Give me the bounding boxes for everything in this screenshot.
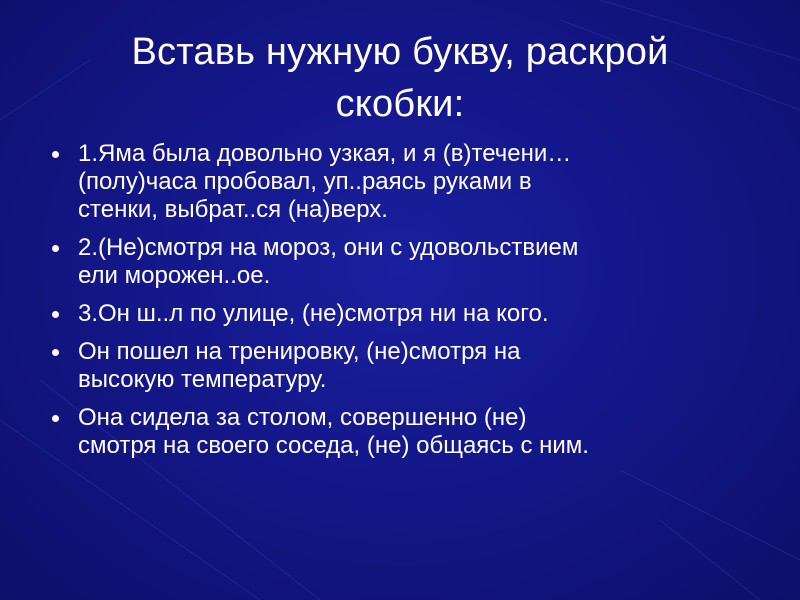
bullet-text: 2.(Не)смотря на мороз, они с удовольствием	[78, 234, 579, 261]
bullet-text: 3.Он ш..л по улице, (не)смотря ни на кого.	[78, 300, 549, 327]
bullet-text: 1.Яма была довольно узкая, и я (в)течени…	[78, 140, 572, 167]
bullet-dot-icon	[52, 151, 59, 158]
bullet-item-2	[46, 234, 766, 290]
bullet-item-4	[46, 338, 766, 394]
title-line-2: скобки:	[335, 83, 465, 125]
bullet-text: Он пошел на тренировку, (не)смотря на	[78, 338, 521, 365]
bullet-dot-icon	[52, 245, 59, 252]
bullet-item-5	[46, 404, 766, 460]
bullet-text: стенки, выбрат..ся (на)верх.	[78, 196, 388, 223]
title-line-1: Вставь нужную букву, раскрой	[131, 31, 669, 73]
slide-title	[40, 26, 760, 130]
bullet-text: Она сидела за столом, совершенно (не)	[78, 404, 527, 431]
bullet-dot-icon	[52, 311, 59, 318]
bullet-text: ели морожен..ое.	[78, 262, 271, 289]
bullet-text: высокую температуру.	[78, 366, 327, 393]
bullet-text: (полу)часа пробовал, уп..раясь руками в	[78, 168, 532, 195]
bullet-item-3	[46, 300, 766, 328]
bullet-list	[46, 140, 766, 470]
bullet-text: смотря на своего соседа, (не) общаясь с ним.	[78, 432, 589, 459]
bullet-dot-icon	[52, 349, 59, 356]
bullet-item-1	[46, 140, 766, 224]
bullet-dot-icon	[52, 415, 59, 422]
